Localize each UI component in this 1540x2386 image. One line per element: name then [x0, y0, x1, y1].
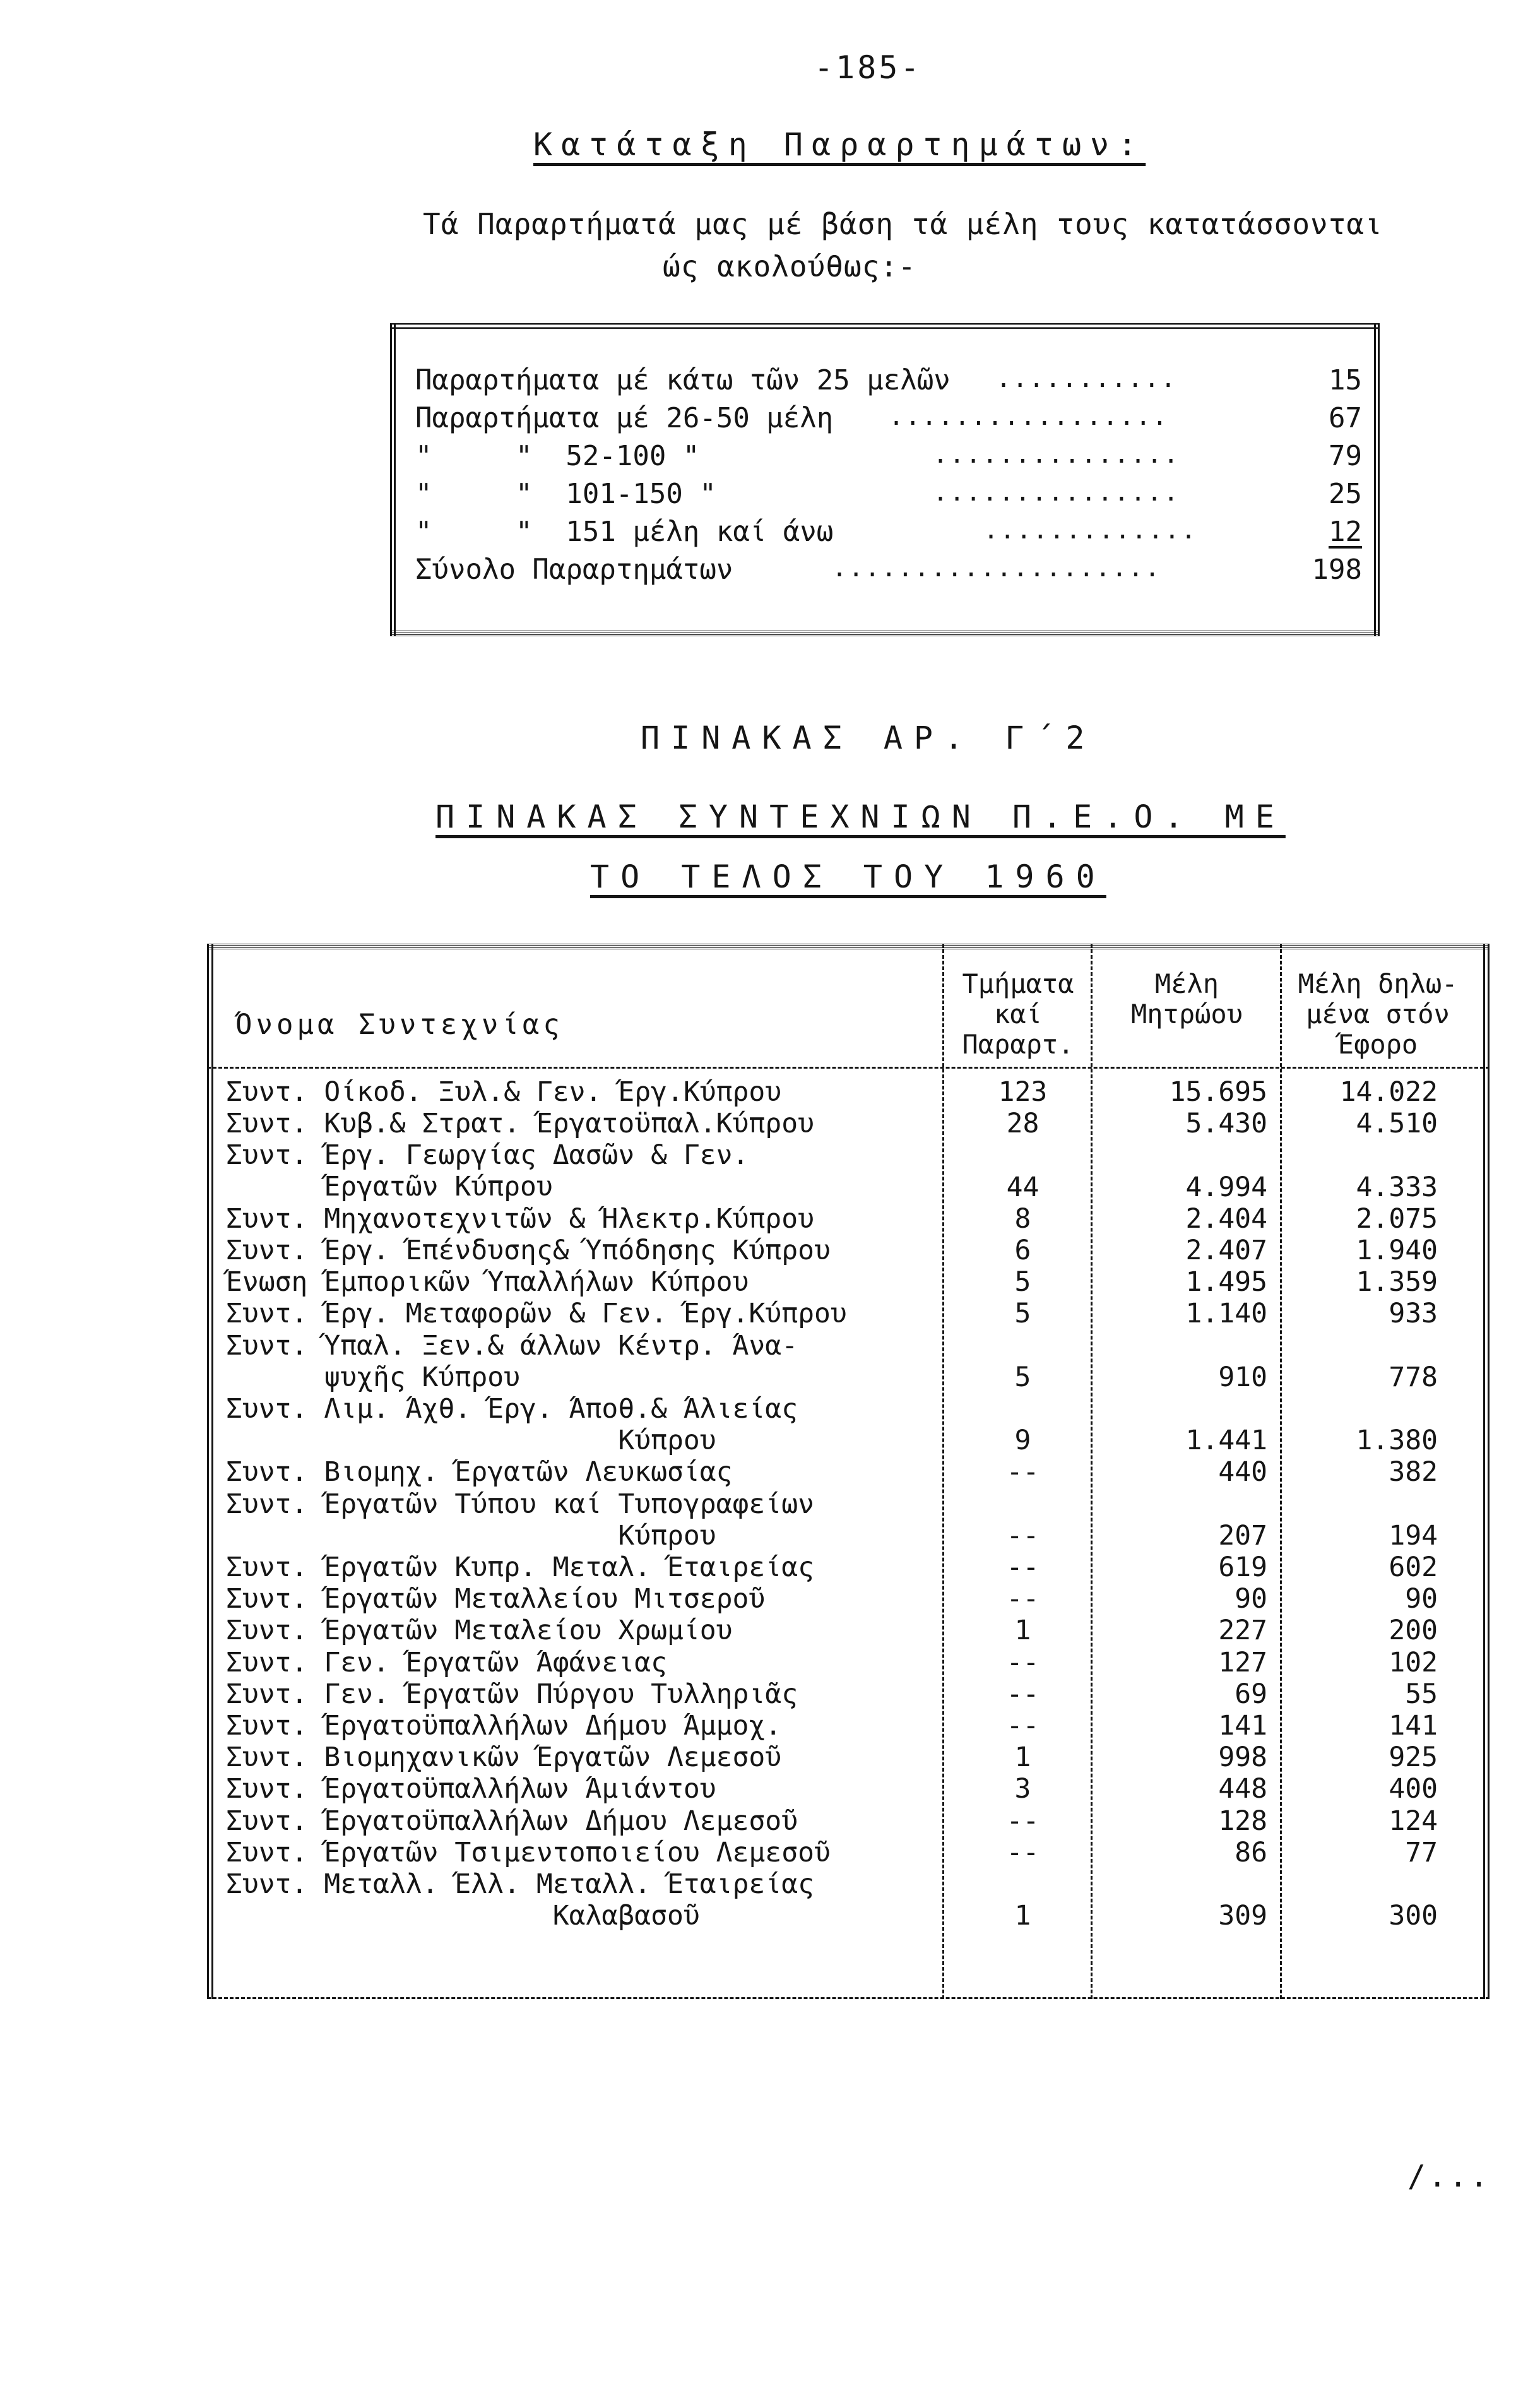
summary-row — [415, 440, 1362, 478]
branches-count: 6 — [1014, 1235, 1031, 1266]
summary-total-value: 198 — [1312, 554, 1362, 586]
branches-count: 1 — [1014, 1900, 1031, 1932]
branches-count: 8 — [1014, 1202, 1031, 1235]
registry-members: 15.695 — [1169, 1076, 1267, 1108]
branches-count: 123 — [998, 1076, 1048, 1108]
summary-row — [415, 478, 1362, 516]
summary-value: 79 — [1329, 440, 1362, 472]
branches-count: 44 — [1006, 1171, 1040, 1203]
summary-box — [390, 323, 1380, 636]
summary-border-right — [1374, 323, 1380, 636]
summary-label: Παραρτήματα μέ κάτω τῶν 25 μελῶν — [415, 364, 951, 396]
registry-members: 998 — [1218, 1742, 1267, 1774]
union-name: Συντ. Έργατοϋπαλλήλων Δήμου Άμμοχ. — [226, 1710, 782, 1742]
registry-members: 2.404 — [1185, 1202, 1267, 1235]
union-name: Συντ. Βιομηχ. Έργατῶν Λευκωσίας — [226, 1456, 733, 1488]
branches-count: -- — [1006, 1710, 1040, 1742]
union-name: Συντ. Έργατῶν Τύπου καί Τυπογραφείων Κύπρου — [226, 1488, 814, 1552]
branches-count: 3 — [1014, 1773, 1031, 1805]
page-number: -185- — [814, 49, 922, 86]
union-name: Συντ. Γεν. Έργατῶν Άφάνειας — [226, 1646, 667, 1678]
registry-members: 207 — [1218, 1519, 1267, 1552]
declared-members: 141 — [1389, 1710, 1438, 1742]
header-union-name: Όνομα Συντεχνίας — [235, 1009, 564, 1041]
union-name: Συντ. Έργατῶν Κυπρ. Μεταλ. Έταιρείας — [226, 1552, 814, 1583]
branches-count: 5 — [1014, 1361, 1031, 1393]
branches-count: -- — [1006, 1552, 1040, 1583]
registry-members: 86 — [1235, 1836, 1267, 1868]
declared-members: 14.022 — [1339, 1076, 1438, 1108]
declared-members: 90 — [1405, 1583, 1438, 1615]
summary-border-left — [390, 323, 396, 636]
union-name: Συντ. Έργ. Έπένδυσης& Ύπόδησης Κύπρου — [226, 1235, 831, 1266]
header-separator — [207, 1067, 1490, 1069]
declared-members: 300 — [1389, 1900, 1438, 1932]
declared-members: 102 — [1389, 1646, 1438, 1678]
header-registry-members: Μέλη Μητρώου — [1130, 968, 1243, 1030]
summary-row — [415, 364, 1362, 402]
branches-count: -- — [1006, 1519, 1040, 1552]
branches-count: -- — [1006, 1646, 1040, 1678]
registry-members: 448 — [1218, 1773, 1267, 1805]
table-border-top — [207, 944, 1490, 949]
union-name: Συντ. Έργ. Γεωργίας Δασῶν & Γεν. Έργατῶν Κύπρου — [226, 1139, 749, 1203]
registry-members: 1.140 — [1185, 1298, 1267, 1330]
declared-members: 1.940 — [1356, 1235, 1438, 1266]
union-name: Συντ. Έργατοϋπαλλήλων Άμιάντου — [226, 1773, 716, 1805]
unions-table — [207, 944, 1490, 1999]
union-name: Συντ. Γεν. Έργατῶν Πύργου Τυλληριᾶς — [226, 1678, 798, 1710]
summary-label: " " 151 μέλη καί άνω — [415, 516, 834, 548]
table-title-line-1: ΠΙΝΑΚΑΣ ΣΥΝΤΕΧΝΙΩΝ Π.Ε.Ο. ΜΕ — [435, 798, 1286, 835]
branches-count: -- — [1006, 1456, 1040, 1488]
declared-members: 4.510 — [1356, 1108, 1438, 1140]
declared-members: 200 — [1389, 1615, 1438, 1647]
union-name: Συντ. Έργατοϋπαλλήλων Δήμου Λεμεσοῦ — [226, 1805, 798, 1837]
branches-count: 1 — [1014, 1615, 1031, 1647]
declared-members: 933 — [1389, 1298, 1438, 1330]
branches-count: 28 — [1006, 1108, 1040, 1140]
declared-members: 55 — [1405, 1678, 1438, 1710]
branches-count: 5 — [1014, 1266, 1031, 1298]
union-name: Συντ. Λιμ. Άχθ. Έργ. Άποθ.& Άλιείας Κύπρου — [226, 1393, 798, 1456]
column-separator — [1280, 944, 1282, 1999]
leader-dots: ................. — [889, 402, 1169, 431]
table-title-line-2: ΤΟ ΤΕΛΟΣ ΤΟΥ 1960 — [590, 858, 1106, 895]
declared-members: 925 — [1389, 1742, 1438, 1774]
declared-members: 400 — [1389, 1773, 1438, 1805]
registry-members: 910 — [1218, 1361, 1267, 1393]
union-name: Συντ. Βιομηχανικῶν Έργατῶν Λεμεσοῦ — [226, 1742, 782, 1774]
registry-members: 127 — [1218, 1646, 1267, 1678]
registry-members: 5.430 — [1185, 1108, 1267, 1140]
summary-value: 15 — [1329, 364, 1362, 396]
registry-members: 141 — [1218, 1710, 1267, 1742]
summary-label: " " 101-150 " — [415, 478, 716, 510]
summary-label: " " 52-100 " — [415, 440, 700, 472]
summary-label: Παραρτήματα μέ 26-50 μέλη — [415, 402, 834, 434]
union-name: Συντ. Κυβ.& Στρατ. Έργατοϋπαλ.Κύπρου — [226, 1108, 814, 1140]
registry-members: 2.407 — [1185, 1235, 1267, 1266]
branches-count: -- — [1006, 1805, 1040, 1837]
branches-count: -- — [1006, 1836, 1040, 1868]
registry-members: 69 — [1235, 1678, 1267, 1710]
registry-members: 227 — [1218, 1615, 1267, 1647]
branches-count: 9 — [1014, 1425, 1031, 1457]
section-heading: Κατάταξη Παραρτημάτων: — [533, 126, 1146, 163]
declared-members: 602 — [1389, 1552, 1438, 1583]
declared-members: 1.380 — [1356, 1425, 1438, 1457]
registry-members: 619 — [1218, 1552, 1267, 1583]
union-name: Συντ. Οίκοδ. Ξυλ.& Γεν. Έργ.Κύπρου — [226, 1076, 782, 1108]
declared-members: 124 — [1389, 1805, 1438, 1837]
leader-dots: .................... — [832, 554, 1161, 583]
union-name: Συντ. Έργατῶν Μεταλλείου Μιτσεροῦ — [226, 1583, 766, 1615]
table-number-title: ΠΙΝΑΚΑΣ ΑΡ. Γ΄2 — [641, 720, 1096, 756]
declared-members: 194 — [1389, 1519, 1438, 1552]
registry-members: 4.994 — [1185, 1171, 1267, 1203]
union-name: Συντ. Ύπαλ. Ξεν.& άλλων Κέντρ. Άνα- ψυχῆς Κύπρου — [226, 1329, 798, 1393]
summary-value: 67 — [1329, 402, 1362, 434]
branches-count: 1 — [1014, 1742, 1031, 1774]
summary-value: 12 — [1329, 516, 1362, 548]
union-name: Συντ. Μεταλλ. Έλλ. Μεταλλ. Έταιρείας Καλαβασοῦ — [226, 1868, 814, 1932]
table-border-left — [207, 944, 213, 1999]
summary-total-row — [415, 554, 1362, 591]
branches-count: -- — [1006, 1678, 1040, 1710]
intro-line-1: Τά Παραρτήματά μας μέ βάση τά μέλη τους κατατάσσονται — [423, 207, 1383, 241]
registry-members: 90 — [1235, 1583, 1267, 1615]
union-name: Ένωση Έμπορικῶν Ύπαλλήλων Κύπρου — [226, 1266, 749, 1298]
intro-line-2: ώς ακολούθως:- — [663, 249, 916, 283]
summary-border-top — [390, 323, 1380, 329]
table-border-bottom — [207, 1997, 1490, 1999]
summary-row — [415, 516, 1362, 554]
summary-value: 25 — [1329, 478, 1362, 510]
registry-members: 440 — [1218, 1456, 1267, 1488]
summary-total-label: Σύνολο Παραρτημάτων — [415, 554, 733, 586]
declared-members: 77 — [1405, 1836, 1438, 1868]
registry-members: 309 — [1218, 1900, 1267, 1932]
header-branches: Τμήματα καί Παραρτ. — [962, 968, 1074, 1060]
declared-members: 1.359 — [1356, 1266, 1438, 1298]
union-name: Συντ. Έργατῶν Τσιμεντοποιείου Λεμεσοῦ — [226, 1836, 831, 1868]
union-name: Συντ. Έργ. Μεταφορῶν & Γεν. Έργ.Κύπρου — [226, 1298, 847, 1330]
declared-members: 2.075 — [1356, 1202, 1438, 1235]
continuation-mark: /... — [1407, 2159, 1491, 2194]
union-name: Συντ. Μηχανοτεχνιτῶν & Ήλεκτρ.Κύπρου — [226, 1202, 814, 1235]
leader-dots: ............... — [933, 478, 1180, 507]
leader-dots: ............. — [983, 516, 1198, 545]
registry-members: 128 — [1218, 1805, 1267, 1837]
declared-members: 778 — [1389, 1361, 1438, 1393]
branches-count: -- — [1006, 1583, 1040, 1615]
registry-members: 1.441 — [1185, 1425, 1267, 1457]
declared-members: 4.333 — [1356, 1171, 1438, 1203]
header-declared-members: Μέλη δηλω- μένα στόν Έφορο — [1298, 968, 1458, 1060]
table-border-right — [1483, 944, 1490, 1999]
declared-members: 382 — [1389, 1456, 1438, 1488]
leader-dots: ........... — [996, 364, 1177, 393]
registry-members: 1.495 — [1185, 1266, 1267, 1298]
leader-dots: ............... — [933, 440, 1180, 469]
summary-row — [415, 402, 1362, 440]
union-name: Συντ. Έργατῶν Μεταλείου Χρωμίου — [226, 1615, 733, 1647]
branches-count: 5 — [1014, 1298, 1031, 1330]
summary-border-bottom — [390, 631, 1380, 636]
